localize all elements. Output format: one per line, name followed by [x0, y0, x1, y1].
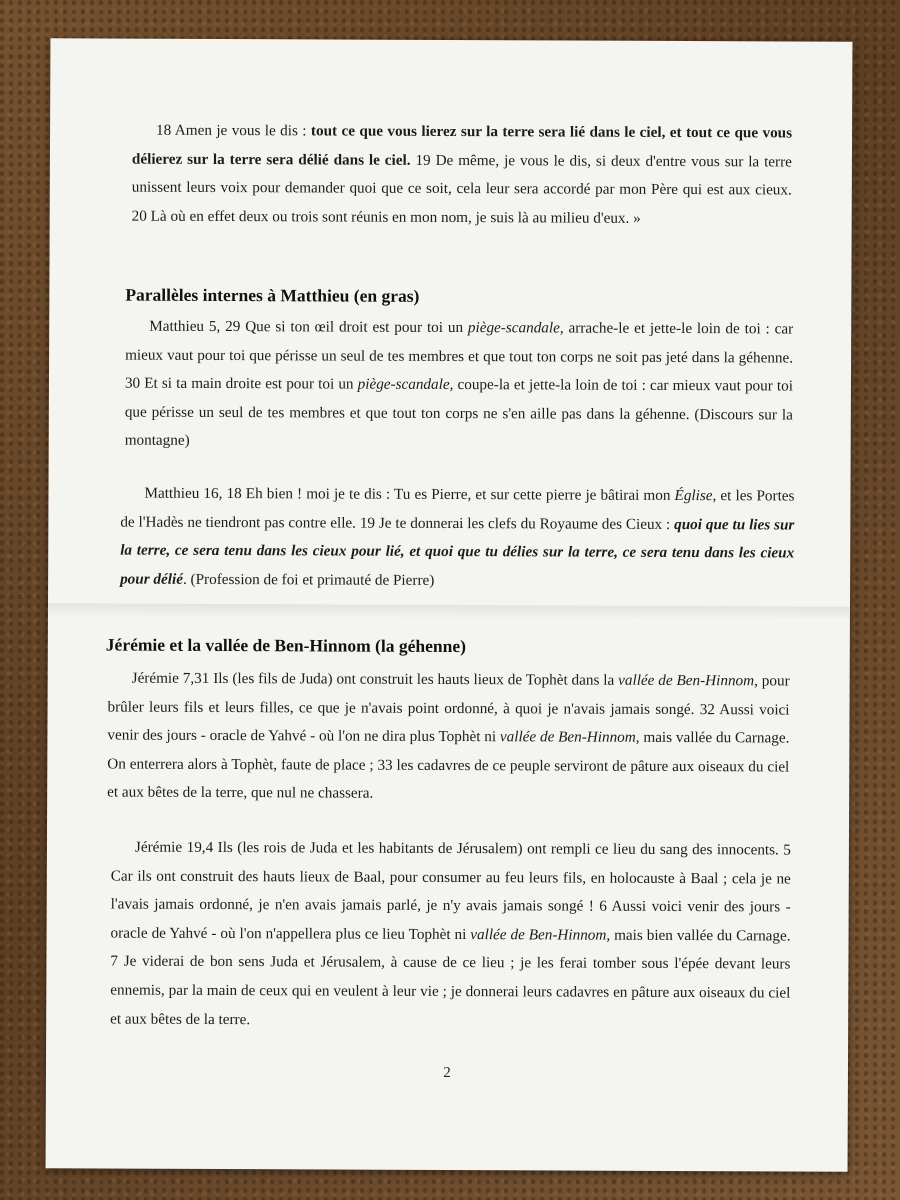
text-run: 18 Amen je vous le dis : — [156, 121, 311, 140]
italic-text: piège-scandale — [357, 375, 450, 394]
section-heading-paralleles: Parallèles internes à Matthieu (en gras) — [125, 284, 420, 306]
document-page — [46, 38, 853, 1171]
bold-text: tout ce que vous lierez sur la terre sera lié dans le ciel, et tout ce que vous délierez sur la terre sera délié dans le ciel. — [131, 122, 793, 169]
verse-paragraph-matthieu-16 — [120, 480, 794, 597]
italic-text: Église — [674, 486, 713, 505]
text-run: 19 De même, je vous le dis, si deux d'entre vous sur la terre unissent leurs voix pour demander quoi que ce soit, cela leur sera accordé par mon Père qui est aux cieux. 20 Là où en effet deux ou trois sont réunis en mon nom, je suis là au milieu d'eux. » — [131, 151, 792, 227]
text-run: Matthieu 5, 29 Que si ton œil droit est pour toi un — [149, 317, 468, 337]
page-number: 2 — [443, 1064, 451, 1082]
italic-text: vallée de Ben-Hinnom — [470, 925, 607, 944]
text-run: , mais bien vallée du Carnage. 7 Je viderai de bon sens Juda et Jérusalem, à cause de ce lieu ; je les ferai tomber sous l'épée devant leurs ennemis, par la main de ceux qui en veulent à leur vie ; je donnerai leurs cadavres en pâture aux oiseaux du ciel et aux bêtes de la terre. — [110, 926, 791, 1028]
text-run: , mais vallée du Carnage. On enterrera alors à Tophèt, faute de place ; 33 les cadavres de ce peuple serviront de pâture aux oiseaux du ciel et aux bêtes de la terre, que nul ne chassera. — [107, 729, 790, 803]
verse-paragraph-matthieu-18 — [132, 117, 792, 234]
italic-text: vallée de Ben-Hinnom — [618, 671, 755, 690]
text-run: , arrache-le et jette-le loin de toi : car mieux vaut pour toi que périsse un seul de tes membres et que tout ton corps ne soit pas jeté dans la géhenne. 30 Et si ta main droite est pour toi un — [124, 319, 794, 393]
text-run: Jérémie 19,4 Ils (les rois de Juda et les habitants de Jérusalem) ont rempli ce lieu du sang des innocents. 5 Car ils ont construit des hauts lieux de Baal, pour consumer au feu leurs fils, en holocauste à Baal ; cela je ne l'avais jamais ordonné, je n'en avais jamais parlé, je n'y avais jamais songé ! 6 Aussi voici venir des jours - oracle de Yahvé - où l'on n'appellera plus ce lieu Tophèt ni — [110, 838, 791, 943]
italic-text: piège-scandale — [467, 319, 560, 337]
text-run: , coupe-la et jette-la loin de toi : car mieux vaut pour toi que périsse un seul de tes membres et que tout ton corps ne s'en aille pas dans la géhenne. (Discours sur la montagne) — [124, 376, 794, 450]
verse-paragraph-jeremie-19 — [110, 834, 791, 1037]
section-heading-jeremie: Jérémie et la vallée de Ben-Hinnom (la géhenne) — [105, 634, 467, 657]
text-run: . (Profession de foi et primauté de Pierre) — [182, 570, 435, 589]
text-run: Jérémie 7,31 Ils (les fils de Juda) ont construit les hauts lieux de Tophèt dans la — [131, 669, 619, 689]
text-run: , pour brûler leurs fils et leurs filles, ce que je n'avais point ordonné, à quoi je n'avais jamais songé. 32 Aussi voici venir des jours - oracle de Yahvé - où l'on ne dira plus Tophèt ni — [107, 672, 790, 746]
text-run: Matthieu 16, 18 Eh bien ! moi je te dis : Tu es Pierre, et sur cette pierre je bâtirai mon — [144, 484, 675, 504]
bold-italic-text: quoi que tu lies sur la terre, ce sera tenu dans les cieux pour lié, et quoi que tu délies sur la terre, ce sera tenu dans les cieux pour délié — [120, 515, 795, 588]
verse-paragraph-matthieu-5 — [125, 313, 794, 459]
italic-text: vallée de Ben-Hinnom — [499, 728, 636, 747]
verse-paragraph-jeremie-7 — [107, 665, 790, 811]
text-run: , et les Portes de l'Hadès ne tiendront pas contre elle. 19 Je te donnerai les clefs du Royaume des Cieux : — [120, 487, 795, 533]
